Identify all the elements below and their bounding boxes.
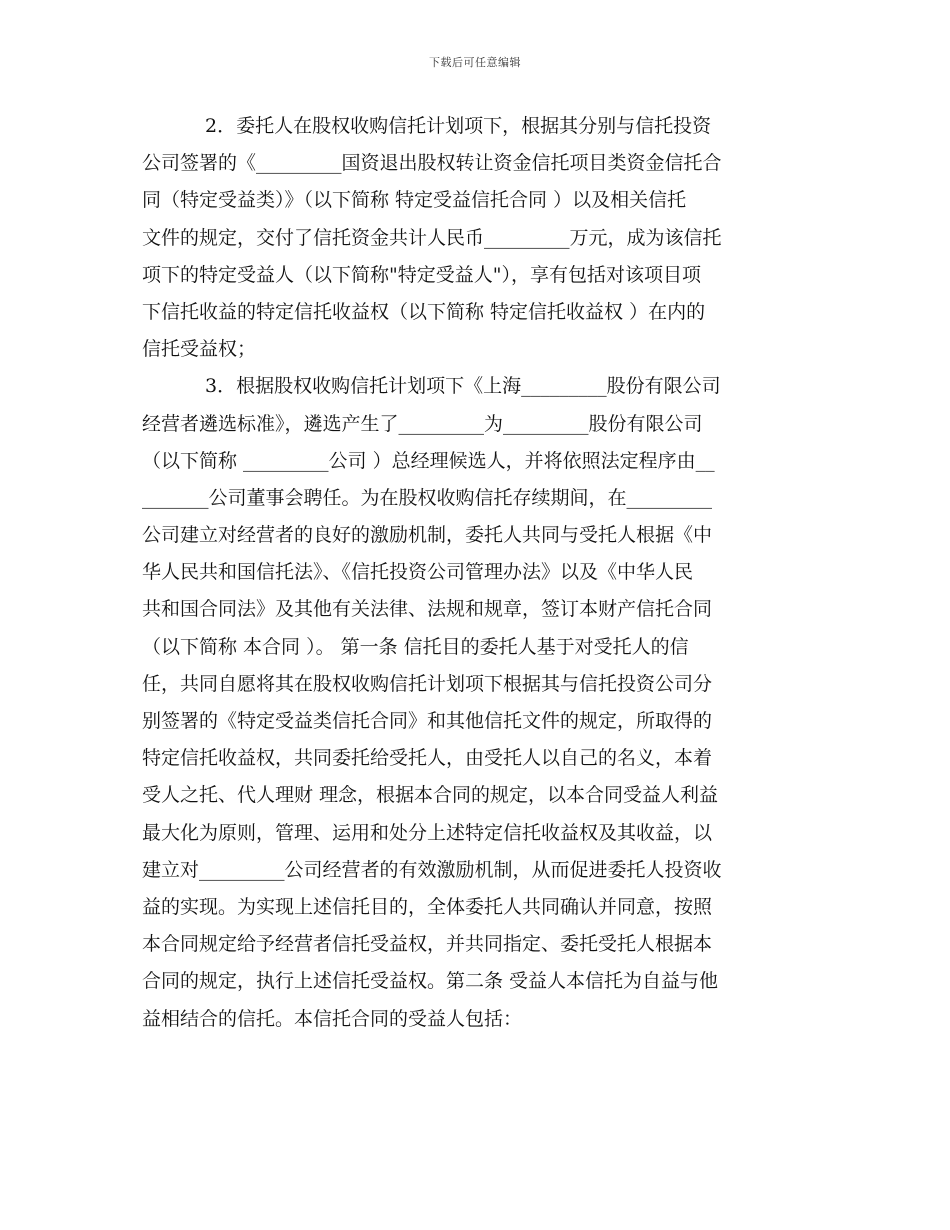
body-line: 公司建立对经营者的良好的激励机制，委托人共同与受托人根据《中 (142, 524, 713, 547)
body-line: （以下简称 _________公司 ）总经理候选人，并将依照法定程序由__ (142, 449, 715, 472)
page-header: 下载后可任意编辑 (429, 56, 521, 69)
body-line: 下信托收益的特定信托收益权（以下简称 特定信托收益权 ）在内的 (142, 300, 706, 323)
body-line: 同（特定受益类）》（以下简称 特定受益信托合同 ）以及相关信托 (142, 189, 687, 212)
body-line: 3．根据股权收购信托计划项下《上海_________股份有限公司 (142, 375, 721, 398)
body-line: 最大化为原则，管理、运用和处分上述特定信托收益权及其收益，以 (142, 821, 713, 844)
body-line: 合同的规定，执行上述信托受益权。第二条 受益人本信托为自益与他 (142, 970, 719, 993)
body-line: 受人之托、代人理财 理念，根据本合同的规定，以本合同受益人利益 (142, 784, 719, 807)
body-line: _______公司董事会聘任。为在股权收购信托存续期间，在_________ (142, 486, 713, 509)
body-line: 本合同规定给予经营者信托受益权，并共同指定、委托受托人根据本 (142, 933, 713, 956)
body-line: 2．委托人在股权收购信托计划项下，根据其分别与信托投资 (142, 115, 712, 137)
body-line: 信托受益权； (142, 338, 257, 361)
document-body (142, 108, 810, 1038)
body-line: 共和国合同法》及其他有关法律、法规和规章，签订本财产信托合同 (142, 598, 713, 621)
body-line: 别签署的《特定受益类信托合同》和其他信托文件的规定，所取得的 (142, 710, 713, 732)
body-line: 建立对_________公司经营者的有效激励机制，从而促进委托人投资收 (142, 858, 722, 881)
body-line: 项下的特定受益人（以下简称"特定受益人"），享有包括对该项目项 (142, 263, 701, 286)
body-line: 任，共同自愿将其在股权收购信托计划项下根据其与信托投资公司分 (142, 672, 713, 695)
body-line: 特定信托收益权，共同委托给受托人，由受托人以自己的名义，本着 (142, 747, 713, 770)
body-line: 华人民共和国信托法》、《信托投资公司管理办法》以及《中华人民 (142, 561, 694, 584)
body-line: （以下简称 本合同 ）。 第一条 信托目的委托人基于对受托人的信 (142, 635, 689, 658)
body-line: 公司签署的《_________国资退出股权转让资金信托项目类资金信托合 (142, 152, 722, 175)
body-line: 文件的规定，交付了信托资金共计人民币_________万元，成为该信托 (142, 226, 722, 249)
body-line: 益相结合的信托。本信托合同的受益人包括： (142, 1007, 523, 1030)
body-line: 益的实现。为实现上述信托目的，全体委托人共同确认并同意，按照 (142, 895, 713, 918)
body-line: 经营者遴选标准》，遴选产生了_________为_________股份有限公司 (142, 412, 703, 435)
